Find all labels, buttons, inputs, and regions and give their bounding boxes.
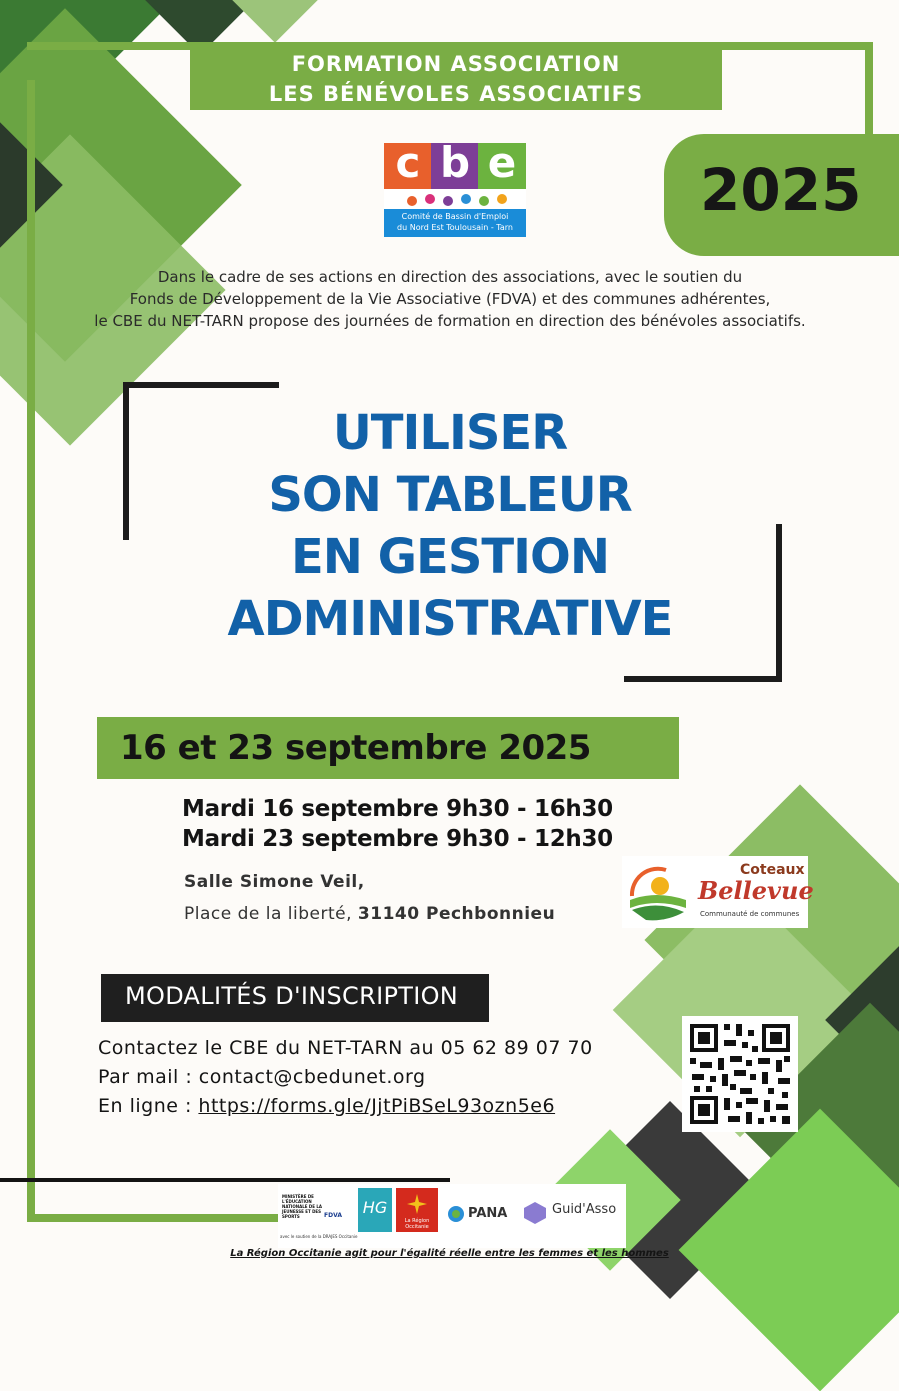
hg-logo: HG [358,1188,392,1232]
guidasso-logo: Guid'Asso [552,1202,617,1217]
course-title [150,402,750,650]
bracket-top-left [123,382,129,540]
online-prefix: En ligne : [98,1095,199,1117]
header-banner [190,46,722,110]
qr-code-icon [682,1016,798,1132]
guidasso-icon [522,1200,548,1226]
session-item: Mardi 23 septembre 9h30 - 12h30 [182,826,613,852]
people-icon [384,189,526,211]
header-line1: FORMATION ASSOCIATION [291,52,621,76]
contact-mail[interactable]: Par mail : contact@cbedunet.org [98,1066,426,1088]
contact-phone: Contactez le CBE du NET-TARN au 05 62 89 07 70 [98,1037,593,1059]
fdva-logo: FDVA [324,1212,342,1219]
bracket-bottom-right [776,524,782,682]
bracket-bottom-right [624,676,782,682]
footnote: La Région Occitanie agit pour l'égalité réelle entre les femmes et les hommes [230,1248,669,1259]
title-line3: EN GESTION [290,529,609,585]
coteaux-tagline: Communauté de communes [700,910,800,918]
frame-left [27,80,35,1222]
title-line2: SON TABLEUR [268,467,632,523]
partner-logos [278,1184,626,1248]
registration-title: MODALITÉS D'INSCRIPTION [101,974,489,1022]
venue-name: Salle Simone Veil, [184,872,365,892]
coteaux-bellevue-logo [622,856,814,928]
title-line4: ADMINISTRATIVE [227,591,673,647]
registration-link[interactable]: https://forms.gle/JjtPiBSeL93ozn5e6 [198,1095,556,1117]
cbe-letter-c: c [384,143,432,189]
cbe-subtitle1: Comité de Bassin d'Emploi [401,212,509,221]
drajes-text: avec le soutien de la DRAJES Occitanie [280,1234,358,1239]
region-label: La Région Occitanie [404,1218,430,1230]
qr-code[interactable] [682,1016,798,1132]
intro-text [40,266,860,332]
coteaux-word: Coteaux [740,862,805,878]
cbe-letter-b: b [431,143,479,189]
region-occitanie-logo [396,1188,438,1232]
ministere-logo: MINISTÈRE DE L'ÉDUCATION NATIONALE DE LA JEUNESSE ET DES SPORTS [282,1194,322,1219]
cbe-logo [384,138,526,237]
intro-line1: Dans le cadre de ses actions en direction des associations, avec le soutien du [157,268,743,286]
contact-online [98,1092,593,1121]
occitan-cross-icon [405,1192,429,1216]
cbe-people-strip [384,189,526,237]
cbe-letter-e: e [478,143,526,189]
session-list [182,794,613,854]
title-line1: UTILISER [332,405,568,461]
cbe-subtitle2: du Nord Est Toulousain - Tarn [397,223,513,232]
intro-line3: le CBE du NET-TARN propose des journées de formation en direction des bénévoles associatifs. [94,312,806,330]
session-item: Mardi 16 septembre 9h30 - 16h30 [182,796,613,822]
contact-block [98,1034,593,1121]
pana-logo: PANA [468,1206,508,1221]
dates-label: 16 et 23 septembre 2025 [120,728,591,768]
header-line2: LES BÉNÉVOLES ASSOCIATIFS [268,82,644,106]
bracket-top-left [123,382,279,388]
intro-line2: Fonds de Développement de la Vie Associative (FDVA) et des communes adhérentes, [129,290,771,308]
venue-city: 31140 Pechbonnieu [357,904,556,924]
venue-address [184,904,555,924]
year-label: 2025 [700,156,862,224]
frame-right [865,42,873,137]
footer-rule [0,1178,450,1182]
landscape-icon [626,860,690,924]
pana-icon [446,1204,466,1224]
venue-street: Place de la liberté, [184,904,353,924]
bellevue-word: Bellevue [698,876,814,905]
